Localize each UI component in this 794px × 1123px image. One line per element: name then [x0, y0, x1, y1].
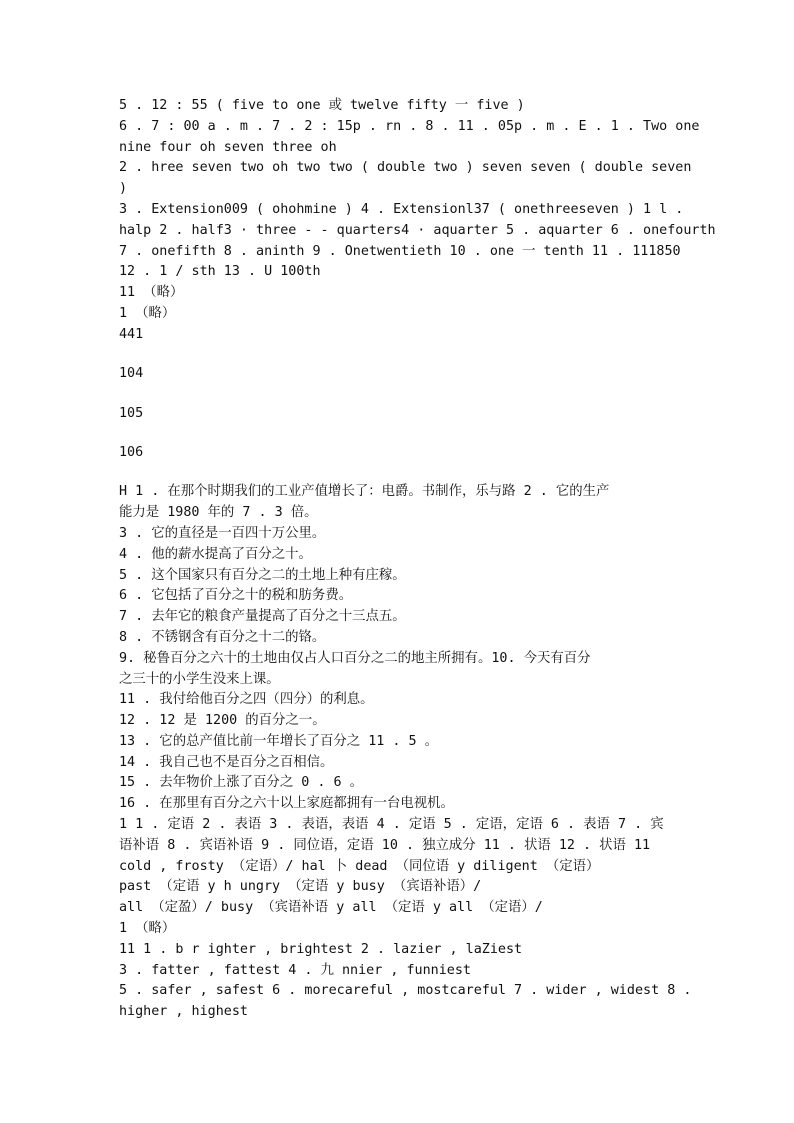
text-line: 7 . 去年它的粮食产量提高了百分之十三点五。 — [119, 609, 406, 625]
text-line: 6 . 它包括了百分之十的税和肪务费。 — [119, 588, 353, 604]
text-line: nine four oh seven three oh — [119, 139, 337, 155]
text-line: 1 （略） — [119, 305, 176, 321]
text-line: 语补语 8 . 宾语补语 9 . 同位语，定语 10 . 独立成分 11 . 状语 12 . 状语 11 — [119, 837, 651, 853]
text-line: 8 . 不锈钢含有百分之十二的铬。 — [119, 629, 326, 645]
text-line: halp 2 . half3 · three - - quarters4 · aquarter 5 . aquarter 6 . onefourth — [119, 222, 716, 238]
blank-space — [119, 385, 739, 404]
text-line: 3 . 它的直径是一百四十万公里。 — [119, 525, 326, 541]
text-line: 5 . safer , safest 6 . morecareful , mostcareful 7 . wider , widest 8 . — [119, 983, 692, 999]
text-line: 7 . onefifth 8 . aninth 9 . Onetwentieth 10 . one 一 tenth 11 . 111850 — [119, 243, 681, 259]
text-line: 15 . 去年物价上涨了百分之 0 . 6 。 — [119, 775, 364, 791]
answer-key-text — [119, 96, 739, 1023]
text-line: cold , frosty （定语）/ hal 卜 dead （同位语 y diligent （定语） — [119, 858, 600, 874]
text-line: 12 . 1 / sth 13 . U 100th — [119, 264, 321, 280]
text-line: 能力是 1980 年的 7 . 3 倍。 — [119, 505, 318, 521]
page-number: 106 — [119, 444, 144, 460]
blank-space — [119, 464, 739, 483]
text-line: past （定语 y h ungry （定语 y busy （宾语补语）/ — [119, 879, 482, 895]
blank-space — [119, 346, 739, 365]
text-line: 12 . 12 是 1200 的百分之一。 — [119, 713, 326, 729]
text-line: 4 . 他的薪水提高了百分之十。 — [119, 546, 312, 562]
text-line: 11 . 我付给他百分之四（四分）的利息。 — [119, 692, 374, 708]
text-line: 11 （略） — [119, 285, 184, 301]
text-line: ) — [119, 181, 128, 197]
text-line: 6 . 7 : 00 a . m . 7 . 2 : 15p . rn . 8 . 11 . 05p . m . E . 1 . Two one — [119, 118, 700, 134]
text-line: 16 . 在那里有百分之六十以上家庭都拥有一台电视机。 — [119, 796, 454, 812]
text-line: all （定盈）/ busy （宾语补语 y all （定语 y all （定语）/ — [119, 900, 543, 916]
text-line: 14 . 我自己也不是百分之百相信。 — [119, 754, 334, 770]
blank-space — [119, 424, 739, 443]
text-line: 5 . 12 : 55 ( five to one 或 twelve fifty 一 five ) — [119, 98, 525, 113]
text-line: higher , highest — [119, 1004, 248, 1020]
page-number: 104 — [119, 366, 144, 382]
text-line: 2 . hree seven two oh two two ( double two ) seven seven ( double seven — [119, 160, 692, 176]
page-number: 105 — [119, 405, 144, 421]
text-line: H 1 . 在那个时期我们的工业产值增长了：电爵。书制作，乐与路 2 . 它的生产 — [119, 484, 610, 500]
text-line: 13 . 它的总产值比前一年增长了百分之 11 . 5 。 — [119, 733, 439, 749]
text-line: 5 . 这个国家只有百分之二的土地上种有庄稼。 — [119, 567, 406, 583]
text-line: 441 — [119, 326, 144, 342]
text-line: 1 1 . 定语 2 . 表语 3 . 表语，表语 4 . 定语 5 . 定语，定语 6 . 表语 7 . 宾 — [119, 817, 664, 833]
text-line: 3 . fatter , fattest 4 . 九 nnier , funniest — [119, 962, 471, 978]
text-line: 之三十的小学生没来上课。 — [119, 671, 280, 687]
text-line: 11 1 . b r ighter , brightest 2 . lazier , laZiest — [119, 941, 523, 957]
text-line: 3 . Extension009 ( ohohmine ) 4 . Extensionl37 ( onethreeseven ) 1 l . — [119, 201, 684, 217]
text-line: 1 （略） — [119, 921, 176, 937]
text-line: 9. 秘鲁百分之六十的土地由仅占人口百分之二的地主所拥有。10. 今天有百分 — [119, 650, 591, 666]
